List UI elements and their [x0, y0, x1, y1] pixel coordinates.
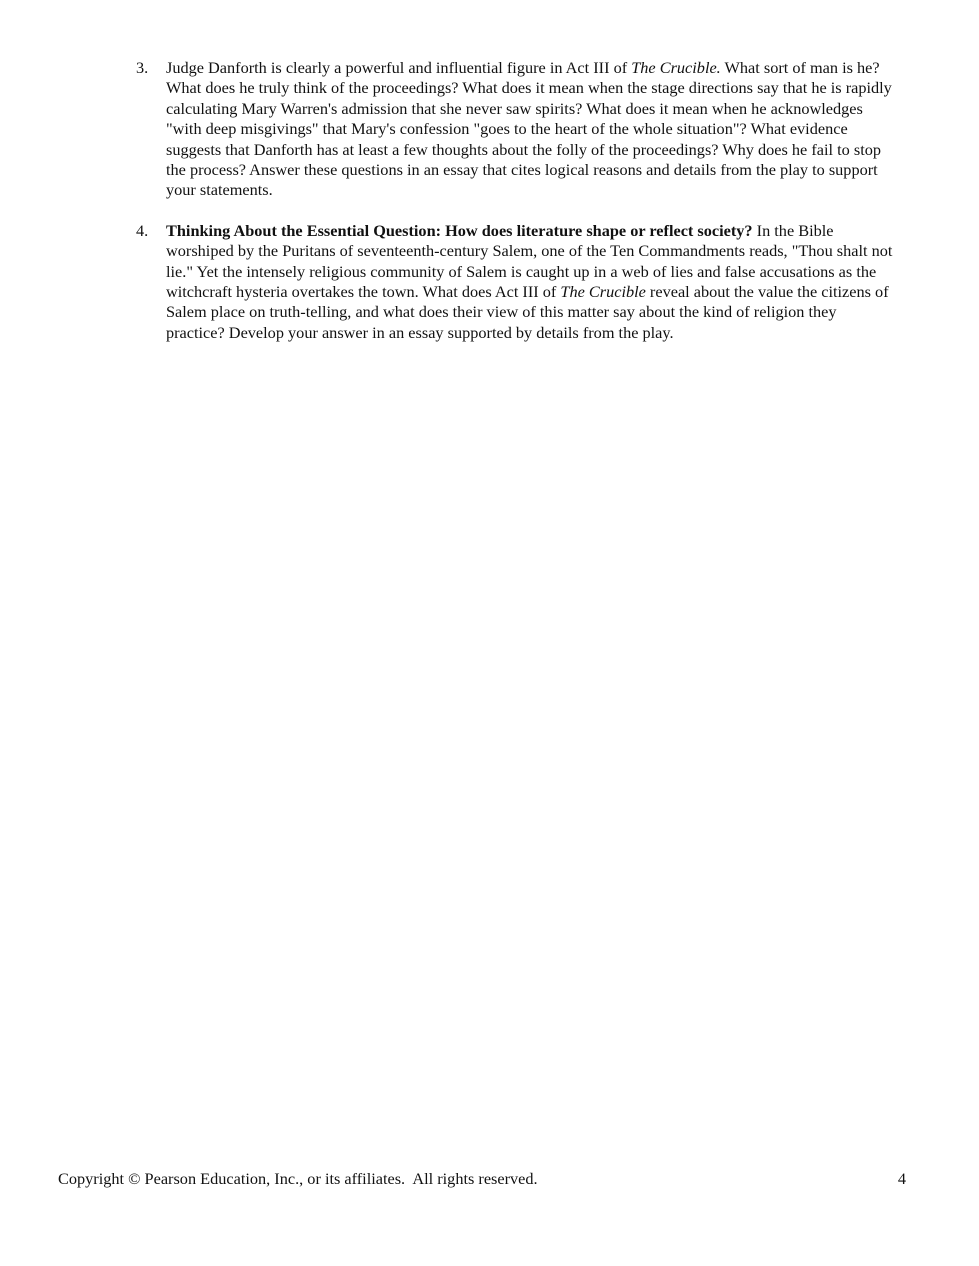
- question-text-segment: What sort of man is he? What does he truly think of the proceedings? What does it mean when the stage directions say that he is rapidly calculating Mary Warren's admission that she never saw spirits? What does it mean when he acknowledges "with deep misgivings" that Mary's confession "goes to the heart of the whole situation"? What evidence suggests that Danforth has at least a few thoughts about the folly of the proceedings? Why does he fail to stop the process? Answer these questions in an essay that cites logical reasons and details from the play to support your statements.: [166, 58, 892, 200]
- question-text: [166, 58, 896, 201]
- question-text-segment: In the Bible worshiped by the Puritans of seventeenth-century Salem, one of the Ten Commandments reads, "Thou shalt not lie." Yet the intensely religious community of Salem is caught up in a web of lies and false accusations as the witchcraft hysteria overtakes the town. What does Act III of: [166, 220, 893, 302]
- question-text-segment: reveal about the value the citizens of Salem place on truth-telling, and what does their view of this matter say about the kind of religion they practice? Develop your answer in an essay supported by details from the play.: [166, 282, 889, 342]
- book-title-italic: The Crucible: [560, 282, 646, 302]
- page-footer: [58, 1169, 906, 1189]
- question-number: 3.: [136, 58, 149, 77]
- question-item: [136, 221, 896, 343]
- copyright-notice: Copyright © Pearson Education, Inc., or its affiliates. All rights reserved.: [58, 1169, 538, 1188]
- book-title-italic: The Crucible.: [631, 58, 721, 77]
- question-number: 4.: [136, 220, 149, 240]
- question-item: [136, 58, 896, 201]
- question-text: [166, 221, 896, 343]
- essential-question-heading: Thinking About the Essential Question: How does literature shape or reflect society?: [166, 220, 753, 240]
- question-list: [136, 58, 896, 343]
- page-number: 4: [897, 1169, 906, 1188]
- question-text-segment: Judge Danforth is clearly a powerful and influential figure in Act III of: [166, 58, 632, 77]
